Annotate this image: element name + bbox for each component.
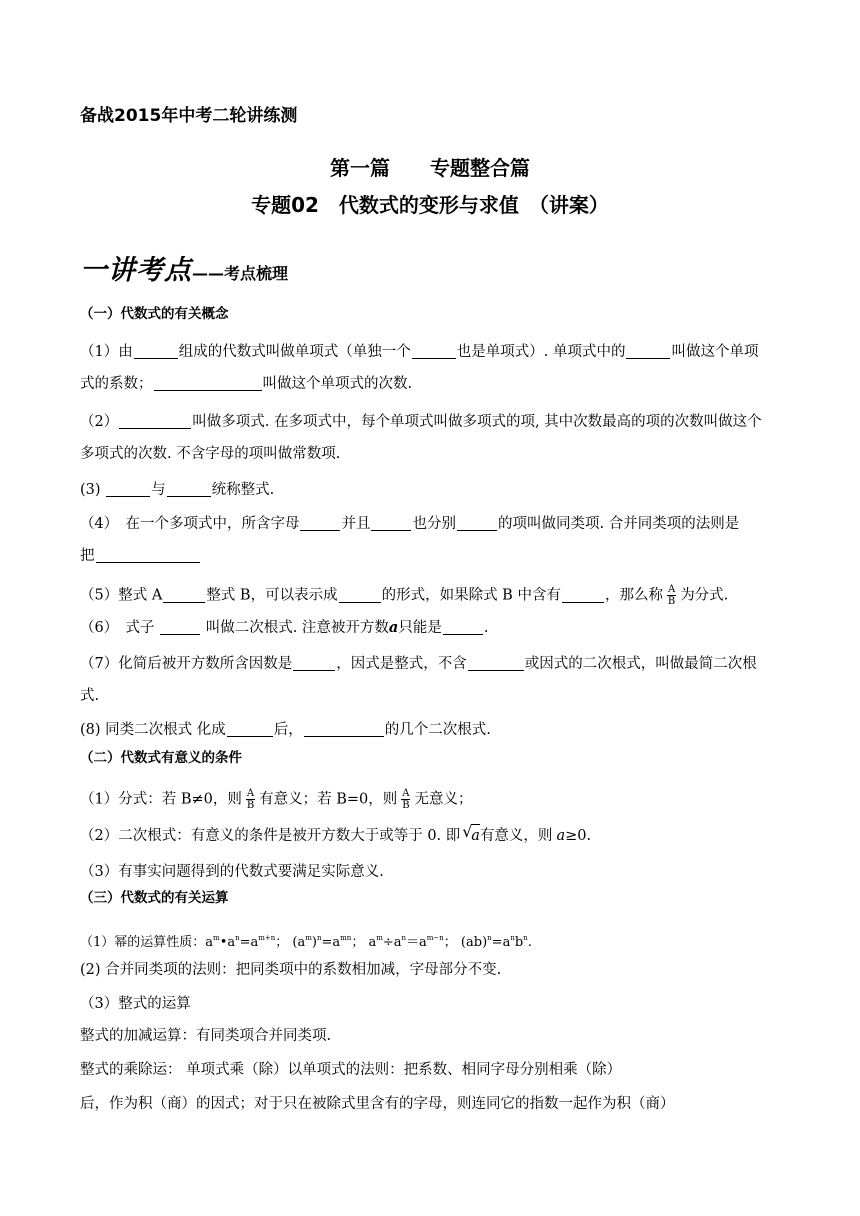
fraction-a-over-b: $\frac{A}{B}$ (246, 788, 255, 811)
p1-item4-line2: 把 (80, 546, 201, 566)
p2-item1: （1）分式：若 B≠0，则 $\frac{A}{B}$ 有意义；若 B=0，则 $\frac{A}{B}$ 无意义； (80, 788, 473, 811)
blank[interactable] (300, 516, 340, 531)
blank[interactable] (443, 620, 483, 635)
blank[interactable] (163, 588, 205, 603)
blank[interactable] (119, 414, 191, 429)
blank[interactable] (154, 376, 262, 391)
document-header: 备战2015年中考二轮讲练测 (80, 106, 298, 126)
p1-item7-line2: 式. (80, 688, 100, 704)
blank[interactable] (412, 344, 456, 359)
blank[interactable] (134, 344, 178, 359)
p1-item2-line1: （2） 叫做多项式. 在多项式中，每个单项式叫做多项式的项, 其中次数最高的项的次数叫做这个 (80, 414, 762, 430)
blank[interactable] (304, 722, 384, 737)
p1-item1-line1: （1）由 组成的代数式叫做单项式（单独一个 也是单项式）. 单项式中的 叫做这个单项 (80, 344, 759, 360)
blank[interactable] (106, 482, 150, 497)
heading-subtext: ——考点梳理 (192, 264, 289, 283)
part1-heading: （一）代数式的有关概念 (80, 306, 229, 322)
p1-item7-line1: （7）化简后被开方数所含因数是 ，因式是整式，不含 或因式的二次根式，叫做最简二次根 (80, 656, 757, 672)
blank[interactable] (160, 620, 200, 635)
p1-item6: （6） 式子 叫做二次根式. 注意被开方数a只能是 . (80, 619, 489, 636)
p2-item3: （3）有事实问题得到的代数式要满足实际意义. (80, 864, 384, 880)
page-subtitle: 专题02 代数式的变形与求值 （讲案） (251, 193, 609, 217)
p1-item1-line2: 式的系数； 叫做这个单项式的次数. (80, 376, 413, 392)
blank[interactable] (227, 722, 273, 737)
p3-item2: (2) 合并同类项的法则：把同类项中的系数相加减，字母部分不变. (80, 962, 502, 978)
blank[interactable] (339, 588, 381, 603)
p3-item1: （1）幂的运算性质：$a^m•a^n=a^{m+n}$； $(a^m)^n=a^{mn}$； $a^m\div a^n=a^{m-n}$； $(ab)^n=a^nb^n$. (80, 934, 532, 950)
p3-item3: （3）整式的运算 (80, 996, 191, 1012)
p1-item2-line2: 多项式的次数. 不含字母的项叫做常数项. (80, 446, 341, 462)
part2-heading: （二）代数式有意义的条件 (80, 750, 242, 766)
p3-line4: 整式的加减运算：有同类项合并同类项. (80, 1028, 332, 1044)
blank[interactable] (562, 588, 604, 603)
page-title: 第一篇 专题整合篇 (330, 156, 530, 180)
p2-item2: （2）二次根式：有意义的条件是被开方数大于或等于 0. 即 √ a有意义，则 a≥0. (80, 822, 592, 844)
p3-line6: 后，作为积（商）的因式；对于只在被除式里含有的字母，则连同它的指数一起作为积（商） (80, 1096, 675, 1112)
section-heading (80, 248, 288, 287)
part3-heading: （三）代数式的有关运算 (80, 890, 229, 906)
blank[interactable] (468, 656, 524, 671)
p1-item8: (8) 同类二次根式 化成 后， 的几个二次根式. (80, 722, 491, 738)
blank[interactable] (626, 344, 670, 359)
fraction-a-over-b: $\frac{A}{B}$ (667, 584, 676, 607)
p3-line5: 整式的乘除运： 单项式乘（除）以单项式的法则：把系数、相同字母分别相乘（除） (80, 1062, 622, 1078)
blank[interactable] (96, 548, 200, 563)
p1-item3: (3) 与 统称整式. (80, 482, 275, 498)
p1-item4-line1: （4） 在一个多项式中，所含字母 并且 也分别 的项叫做同类项. 合并同类项的法则是 (80, 516, 740, 532)
blank[interactable] (457, 516, 497, 531)
p1-item5: （5）整式 A 整式 B，可以表示成 的形式，如果除式 B 中含有 ，那么称 $\frac{A}{B}$ 为分式. (80, 584, 729, 607)
blank[interactable] (371, 516, 411, 531)
square-root-symbol: √ a (462, 822, 480, 844)
brush-heading: 一讲考点 (80, 255, 192, 286)
blank[interactable] (167, 482, 211, 497)
fraction-a-over-b: $\frac{A}{B}$ (402, 788, 410, 811)
blank[interactable] (293, 656, 335, 671)
